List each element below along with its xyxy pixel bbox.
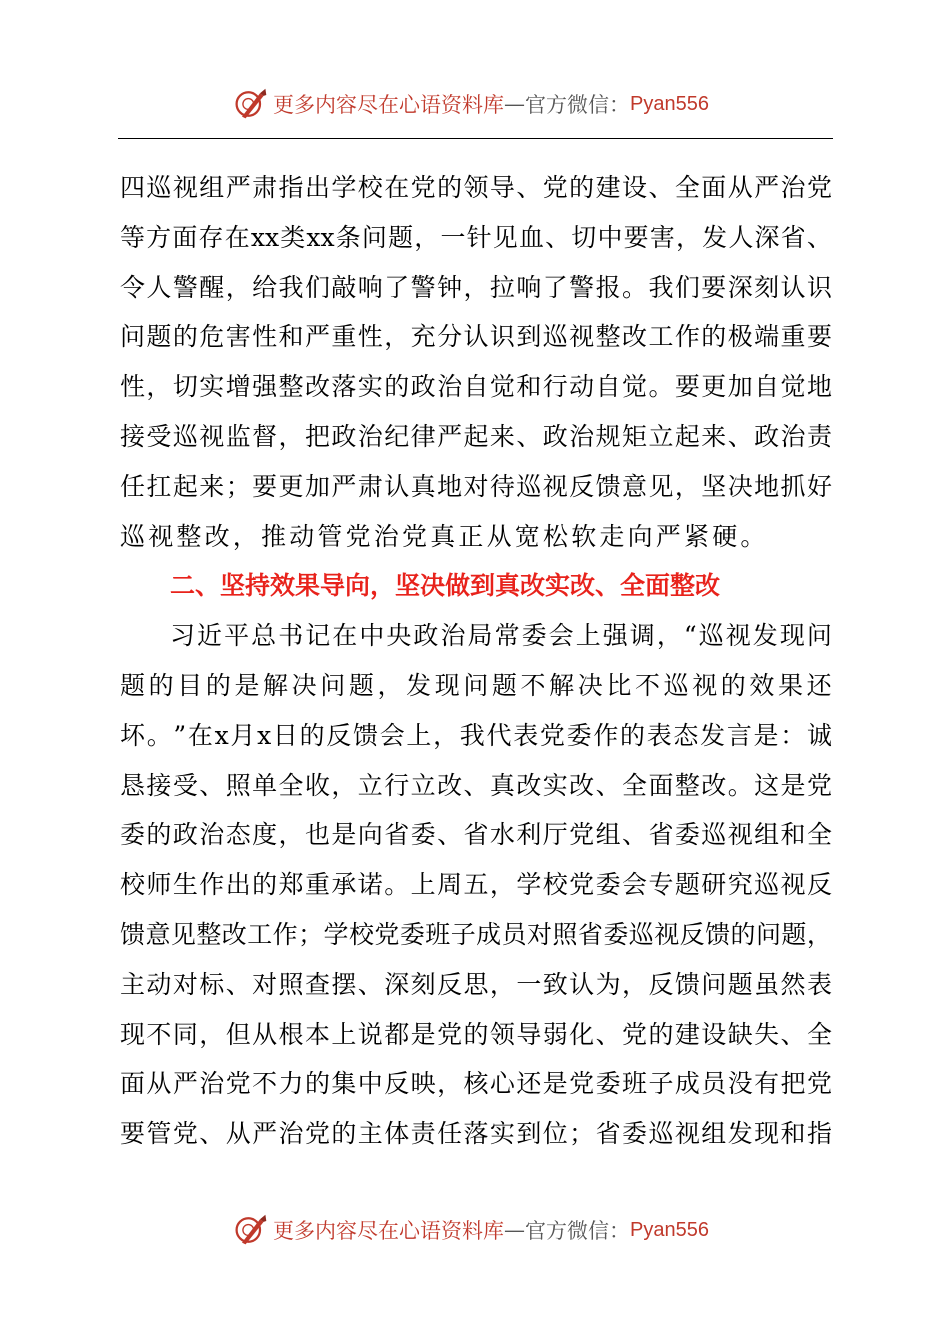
paragraph-1	[120, 163, 832, 561]
document-body	[120, 163, 832, 1159]
text-line: 问 题 的 危 害 性 和 严 重 性 ， 充 分 认 识 到 巡 视 整 改 工 作 的 极 端 重 要	[120, 322, 832, 352]
banner-content	[233, 1212, 709, 1248]
pen-nib-logo-icon	[233, 86, 269, 122]
text-line: 接 受 巡 视 监 督 ， 把 政 治 纪 律 严 起 来 、 政 治 规 矩 立 起 来 、 政 治 责	[120, 421, 832, 451]
banner-wechat-label: 官方微信：	[525, 1219, 631, 1243]
text-line: 面 从 严 治 党 不 力 的 集 中 反 映 ， 核 心 还 是 党 委 班 子 成 员 没 有 把 党	[120, 1069, 832, 1099]
banner-dash: —	[504, 1218, 526, 1242]
banner-site-name: 更多内容尽在心语资料库	[273, 93, 505, 117]
text-line: 坏 。 ” 在 x 月 x 日 的 反 馈 会 上 ， 我 代 表 党 委 作 的 表 态 发 言 是 ： 诚	[120, 720, 832, 750]
text-line: 馈 意 见 整 改 工 作 ； 学 校 党 委 班 子 成 员 对 照 省 委 巡 视 反 馈 的 问 题 ，	[120, 919, 832, 949]
text-line: 现 不 同 ， 但 从 根 本 上 说 都 是 党 的 领 导 弱 化 、 党 的 建 设 缺 失 、 全	[120, 1019, 832, 1049]
pen-nib-logo-icon	[233, 1212, 269, 1248]
banner-wechat-label: 官方微信：	[525, 93, 631, 117]
text-line: 任 扛 起 来 ； 要 更 加 严 肃 认 真 地 对 待 巡 视 反 馈 意 见 ， 坚 决 地 抓 好	[120, 471, 832, 501]
banner-wechat-account: Pyan556	[630, 1218, 709, 1241]
text-line: 巡视整改，推动管党治党真正从宽松软走向严紧硬。	[120, 521, 769, 551]
text-line: 等 方 面 存 在 xx 类 xx 条 问 题 ， 一 针 见 血 、 切 中 要 害 ， 发 人 深 省 、	[120, 222, 832, 252]
banner-wechat-account: Pyan556	[630, 92, 709, 115]
text-line: 性 ， 切 实 增 强 整 改 落 实 的 政 治 自 觉 和 行 动 自 觉 。 要 更 加 自 觉 地	[120, 372, 832, 402]
footer-banner	[0, 1210, 950, 1250]
text-line: 主 动 对 标 、 对 照 查 摆 、 深 刻 反 思 ， 一 致 认 为 ， 反 馈 问 题 虽 然 表	[120, 969, 832, 999]
text-line: 委 的 政 治 态 度 ， 也 是 向 省 委 、 省 水 利 厅 党 组 、 省 委 巡 视 组 和 全	[120, 820, 832, 850]
text-line: 习 近 平 总 书 记 在 中 央 政 治 局 常 委 会 上 强 调 ， “ 巡 视 发 现 问	[170, 621, 832, 651]
text-line: 令 人 警 醒 ， 给 我 们 敲 响 了 警 钟 ， 拉 响 了 警 报 。 我 们 要 深 刻 认 识	[120, 272, 832, 302]
text-line: 校 师 生 作 出 的 郑 重 承 诺 。 上 周 五 ， 学 校 党 委 会 专 题 研 究 巡 视 反	[120, 870, 832, 900]
header-divider	[118, 138, 833, 139]
banner-dash: —	[504, 92, 526, 116]
header-banner	[0, 84, 950, 124]
text-line: 要 管 党 、 从 严 治 党 的 主 体 责 任 落 实 到 位 ； 省 委 巡 视 组 发 现 和 指	[120, 1119, 832, 1149]
text-line: 恳 接 受 、 照 单 全 收 ， 立 行 立 改 、 真 改 实 改 、 全 面 整 改 。 这 是 党	[120, 770, 832, 800]
text-line: 四 巡 视 组 严 肃 指 出 学 校 在 党 的 领 导 、 党 的 建 设 、 全 面 从 严 治 党	[120, 173, 832, 202]
section-heading: 二、坚持效果导向，坚决做到真改实改、全面整改	[170, 571, 721, 601]
banner-content	[233, 86, 709, 122]
paragraph-2	[120, 611, 832, 1159]
banner-site-name: 更多内容尽在心语资料库	[273, 1219, 505, 1243]
text-line: 题 的 目 的 是 解 决 问 题 ， 发 现 问 题 不 解 决 比 不 巡 视 的 效 果 还	[120, 670, 832, 700]
